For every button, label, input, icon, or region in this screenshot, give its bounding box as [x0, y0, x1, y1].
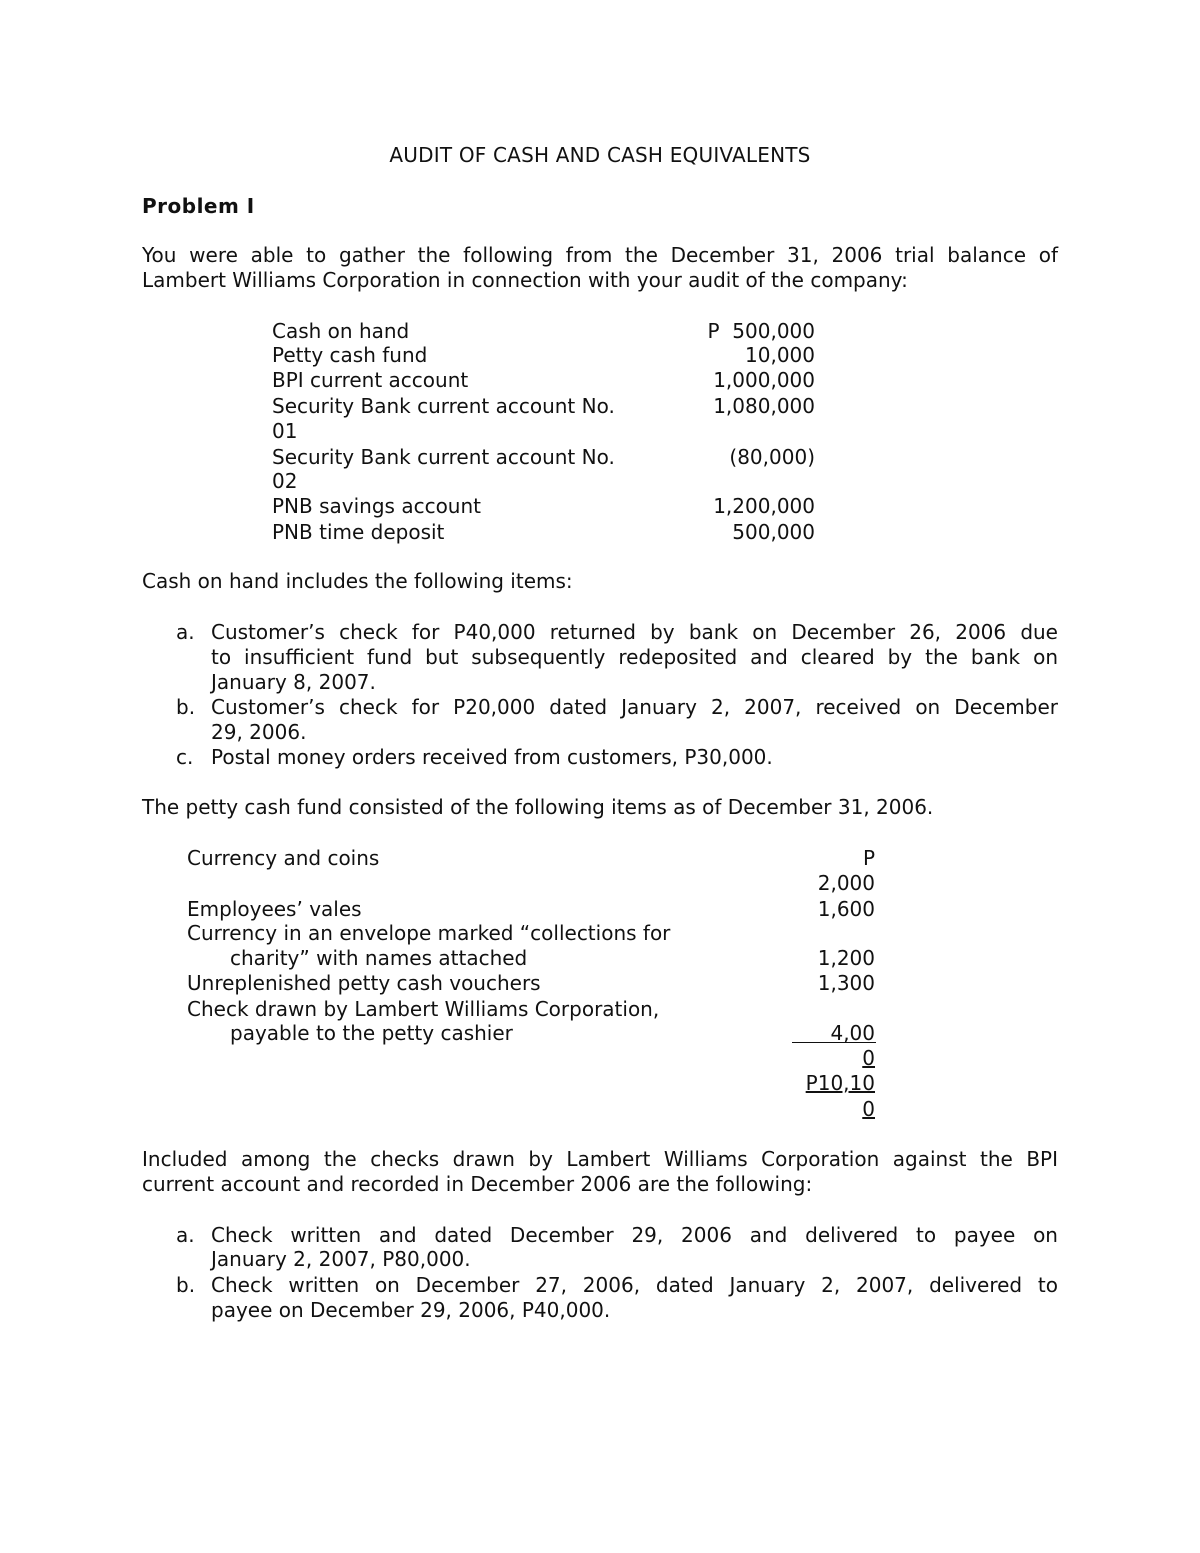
list-marker: a.: [176, 620, 195, 644]
pc-row-label: Unreplenished petty cash vouchers: [187, 971, 541, 995]
tb-row-amount: 10,000: [745, 343, 815, 367]
pc-row-amount-cont: 2,000: [817, 871, 875, 895]
list-item-text: Postal money orders received from customers, P30,000.: [211, 745, 773, 769]
list-marker: b.: [176, 695, 196, 719]
bpi-intro-line-1: Included among the checks drawn by Lambert Williams Corporation against the BPI: [142, 1147, 1058, 1171]
pc-row-amount: 1,600: [817, 897, 875, 921]
pc-total-cont: 0: [862, 1097, 875, 1121]
tb-row-label-cont: 02: [272, 469, 298, 493]
tb-row-label: Security Bank current account No.: [272, 445, 615, 469]
pc-row-amount-cont: 0: [862, 1046, 875, 1070]
tb-row-label: Petty cash fund: [272, 343, 428, 367]
pc-total: P10,10: [805, 1071, 875, 1095]
list-item-text: January 2, 2007, P80,000.: [211, 1247, 471, 1271]
tb-row-label: Security Bank current account No.: [272, 394, 615, 418]
tb-row-label: BPI current account: [272, 368, 469, 392]
pc-row-amount: P: [862, 846, 875, 870]
pc-row-label: Check drawn by Lambert Williams Corporation,: [187, 997, 660, 1021]
list-item-text: Customer’s check for P20,000 dated January 2, 2007, received on December: [211, 695, 1058, 719]
list-item-text: 29, 2006.: [211, 720, 307, 744]
tb-row-amount: 1,000,000: [713, 368, 815, 392]
tb-row-amount: 1,200,000: [713, 494, 815, 518]
list-item-text: Check written and dated December 29, 2006 and delivered to payee on: [211, 1223, 1058, 1247]
page-title: AUDIT OF CASH AND CASH EQUIVALENTS: [389, 143, 811, 167]
list-item-text: Customer’s check for P40,000 returned by bank on December 26, 2006 due: [211, 620, 1058, 644]
pc-row-label: Employees’ vales: [187, 897, 362, 921]
tb-row-label: Cash on hand: [272, 319, 410, 343]
tb-row-amount: (80,000): [729, 445, 815, 469]
list-item-text: to insufficient fund but subsequently redeposited and cleared by the bank on: [211, 645, 1058, 669]
list-marker: a.: [176, 1223, 195, 1247]
pc-row-label-cont: charity” with names attached: [230, 946, 528, 970]
pc-row-amount: 1,200: [817, 946, 875, 970]
tb-row-label: PNB time deposit: [272, 520, 445, 544]
list-item-text: January 8, 2007.: [211, 670, 376, 694]
pc-row-amount: 1,300: [817, 971, 875, 995]
petty-cash-intro: The petty cash fund consisted of the following items as of December 31, 2006.: [142, 795, 934, 819]
list-marker: c.: [176, 745, 194, 769]
pc-row-amount: 4,00: [830, 1021, 875, 1045]
pc-row-label: Currency and coins: [187, 846, 380, 870]
tb-row-label-cont: 01: [272, 419, 298, 443]
cash-on-hand-intro: Cash on hand includes the following items:: [142, 569, 573, 593]
list-item-text: Check written on December 27, 2006, dated January 2, 2007, delivered to: [211, 1273, 1058, 1297]
tb-row-amount: P 500,000: [707, 319, 815, 343]
problem-heading: Problem I: [142, 194, 255, 218]
pc-row-label: Currency in an envelope marked “collections for: [187, 921, 671, 945]
tb-row-amount: 1,080,000: [713, 394, 815, 418]
tb-row-amount: 500,000: [732, 520, 815, 544]
pc-row-label-cont: payable to the petty cashier: [230, 1021, 513, 1045]
list-marker: b.: [176, 1273, 196, 1297]
intro-line-1: You were able to gather the following from the December 31, 2006 trial balance of: [142, 243, 1058, 267]
list-item-text: payee on December 29, 2006, P40,000.: [211, 1298, 611, 1322]
bpi-intro-line-2: current account and recorded in December 2006 are the following:: [142, 1172, 813, 1196]
intro-line-2: Lambert Williams Corporation in connection with your audit of the company:: [142, 268, 908, 292]
tb-row-label: PNB savings account: [272, 494, 481, 518]
